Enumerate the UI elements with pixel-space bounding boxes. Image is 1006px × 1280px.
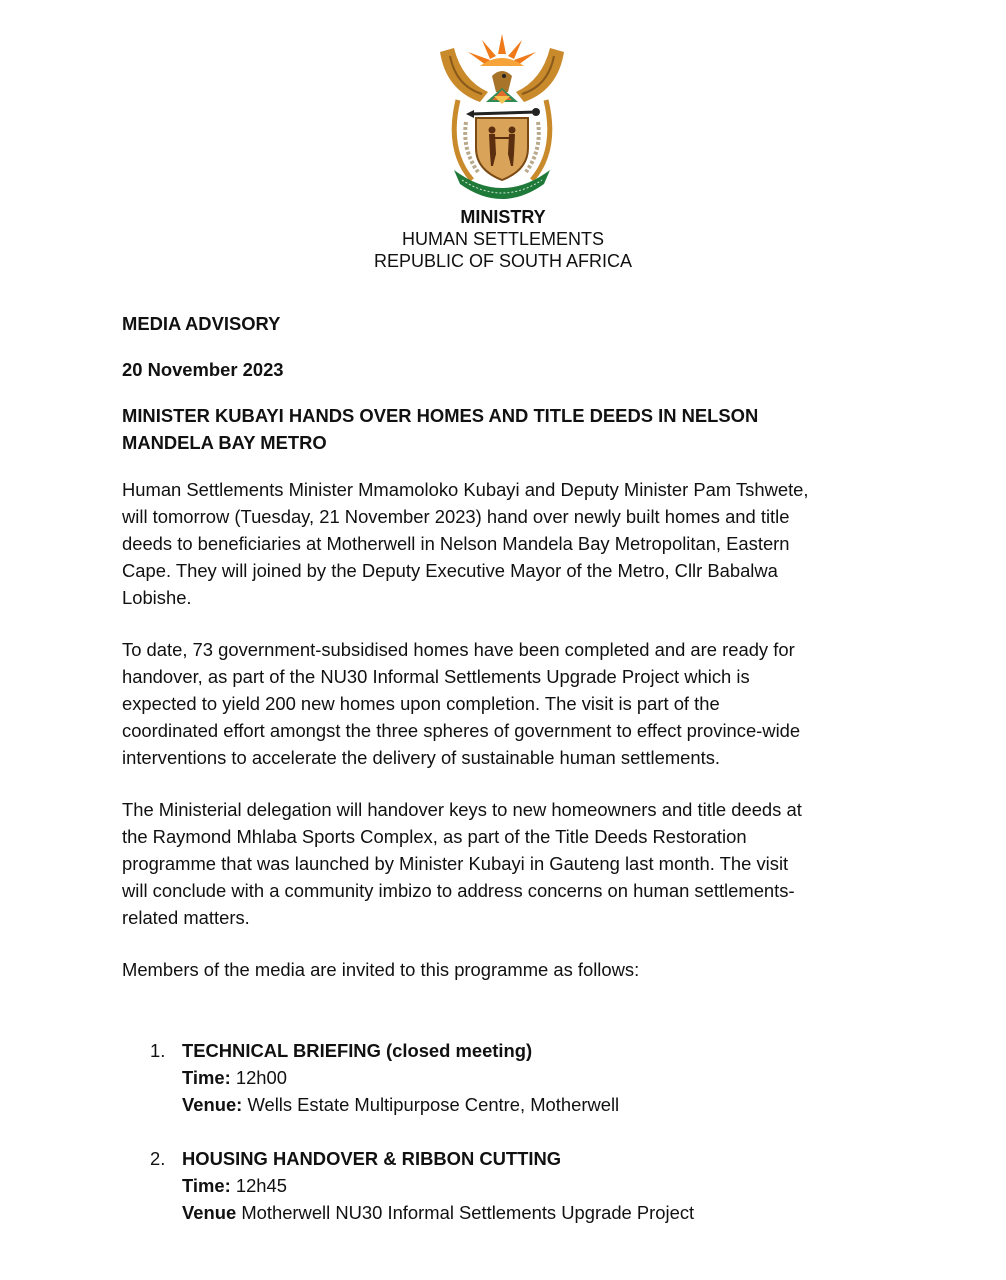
masthead: [0, 206, 1006, 272]
item-number: 1.: [150, 1040, 166, 1061]
paragraph-invitation: [122, 956, 902, 983]
document-date: 20 November 2023: [122, 359, 284, 380]
text-line: Human Settlements Minister Mmamoloko Kubayi and Deputy Minister Pam Tshwete,: [122, 479, 809, 500]
text-line: related matters.: [122, 907, 250, 928]
protea: [486, 88, 518, 104]
title-line: MANDELA BAY METRO: [122, 432, 327, 453]
country-name: REPUBLIC OF SOUTH AFRICA: [373, 251, 633, 271]
item-heading: HOUSING HANDOVER & RIBBON CUTTING: [182, 1148, 562, 1169]
time-label: Time:: [182, 1175, 231, 1196]
venue-label: Venue: [182, 1202, 237, 1223]
text-line: expected to yield 200 new homes upon completion. The visit is part of the: [122, 693, 720, 714]
text-line: To date, 73 government-subsidised homes have been completed and are ready for: [122, 639, 795, 660]
text-line: interventions to accelerate the delivery of sustainable human settlements.: [122, 747, 721, 768]
paragraph-delegation: [122, 796, 902, 931]
shield: [476, 118, 528, 180]
programme-item: [150, 1037, 850, 1118]
spear: [470, 112, 536, 114]
paragraph-project: [122, 636, 902, 771]
text-line: deeds to beneficiaries at Motherwell in Nelson Mandela Bay Metropolitan, Eastern: [122, 533, 790, 554]
text-line: The Ministerial delegation will handover keys to new homeowners and title deeds at: [122, 799, 802, 820]
text-line: Members of the media are invited to this programme as follows:: [122, 959, 640, 980]
text-line: coordinated effort amongst the three spheres of government to effect province-wide: [122, 720, 801, 741]
text-line: Lobishe.: [122, 587, 192, 608]
coat-of-arms: [432, 30, 572, 200]
item-venue: Wells Estate Multipurpose Centre, Motherwell: [247, 1094, 620, 1115]
item-number: 2.: [150, 1148, 166, 1169]
item-venue: Motherwell NU30 Informal Settlements Upgrade Project: [241, 1202, 695, 1223]
document-type: MEDIA ADVISORY: [122, 313, 281, 334]
programme-item: [150, 1145, 850, 1226]
document-title: [122, 402, 882, 456]
text-line: will tomorrow (Tuesday, 21 November 2023) hand over newly built homes and title: [122, 506, 790, 527]
text-line: programme that was launched by Minister Kubayi in Gauteng last month. The visit: [122, 853, 789, 874]
elephant-tusk: [454, 100, 472, 180]
paragraph-announcement: [122, 476, 902, 611]
item-heading: TECHNICAL BRIEFING (closed meeting): [182, 1040, 533, 1061]
text-line: handover, as part of the NU30 Informal Settlements Upgrade Project which is: [122, 666, 750, 687]
item-time: 12h00: [235, 1067, 287, 1088]
time-label: Time:: [182, 1067, 231, 1088]
text-line: the Raymond Mhlaba Sports Complex, as part of the Title Deeds Restoration: [122, 826, 747, 847]
department-name: HUMAN SETTLEMENTS: [401, 229, 605, 249]
coat-of-arms-icon: [432, 30, 572, 200]
text-line: Cape. They will joined by the Deputy Executive Mayor of the Metro, Cllr Babalwa: [122, 560, 778, 581]
text-line: will conclude with a community imbizo to address concerns on human settlements-: [122, 880, 795, 901]
title-line: MINISTER KUBAYI HANDS OVER HOMES AND TITLE DEEDS IN NELSON: [122, 405, 759, 426]
ministry-label: MINISTRY: [460, 207, 546, 227]
item-time: 12h45: [235, 1175, 287, 1196]
sun-rays: [468, 34, 536, 66]
venue-label: Venue:: [182, 1094, 243, 1115]
